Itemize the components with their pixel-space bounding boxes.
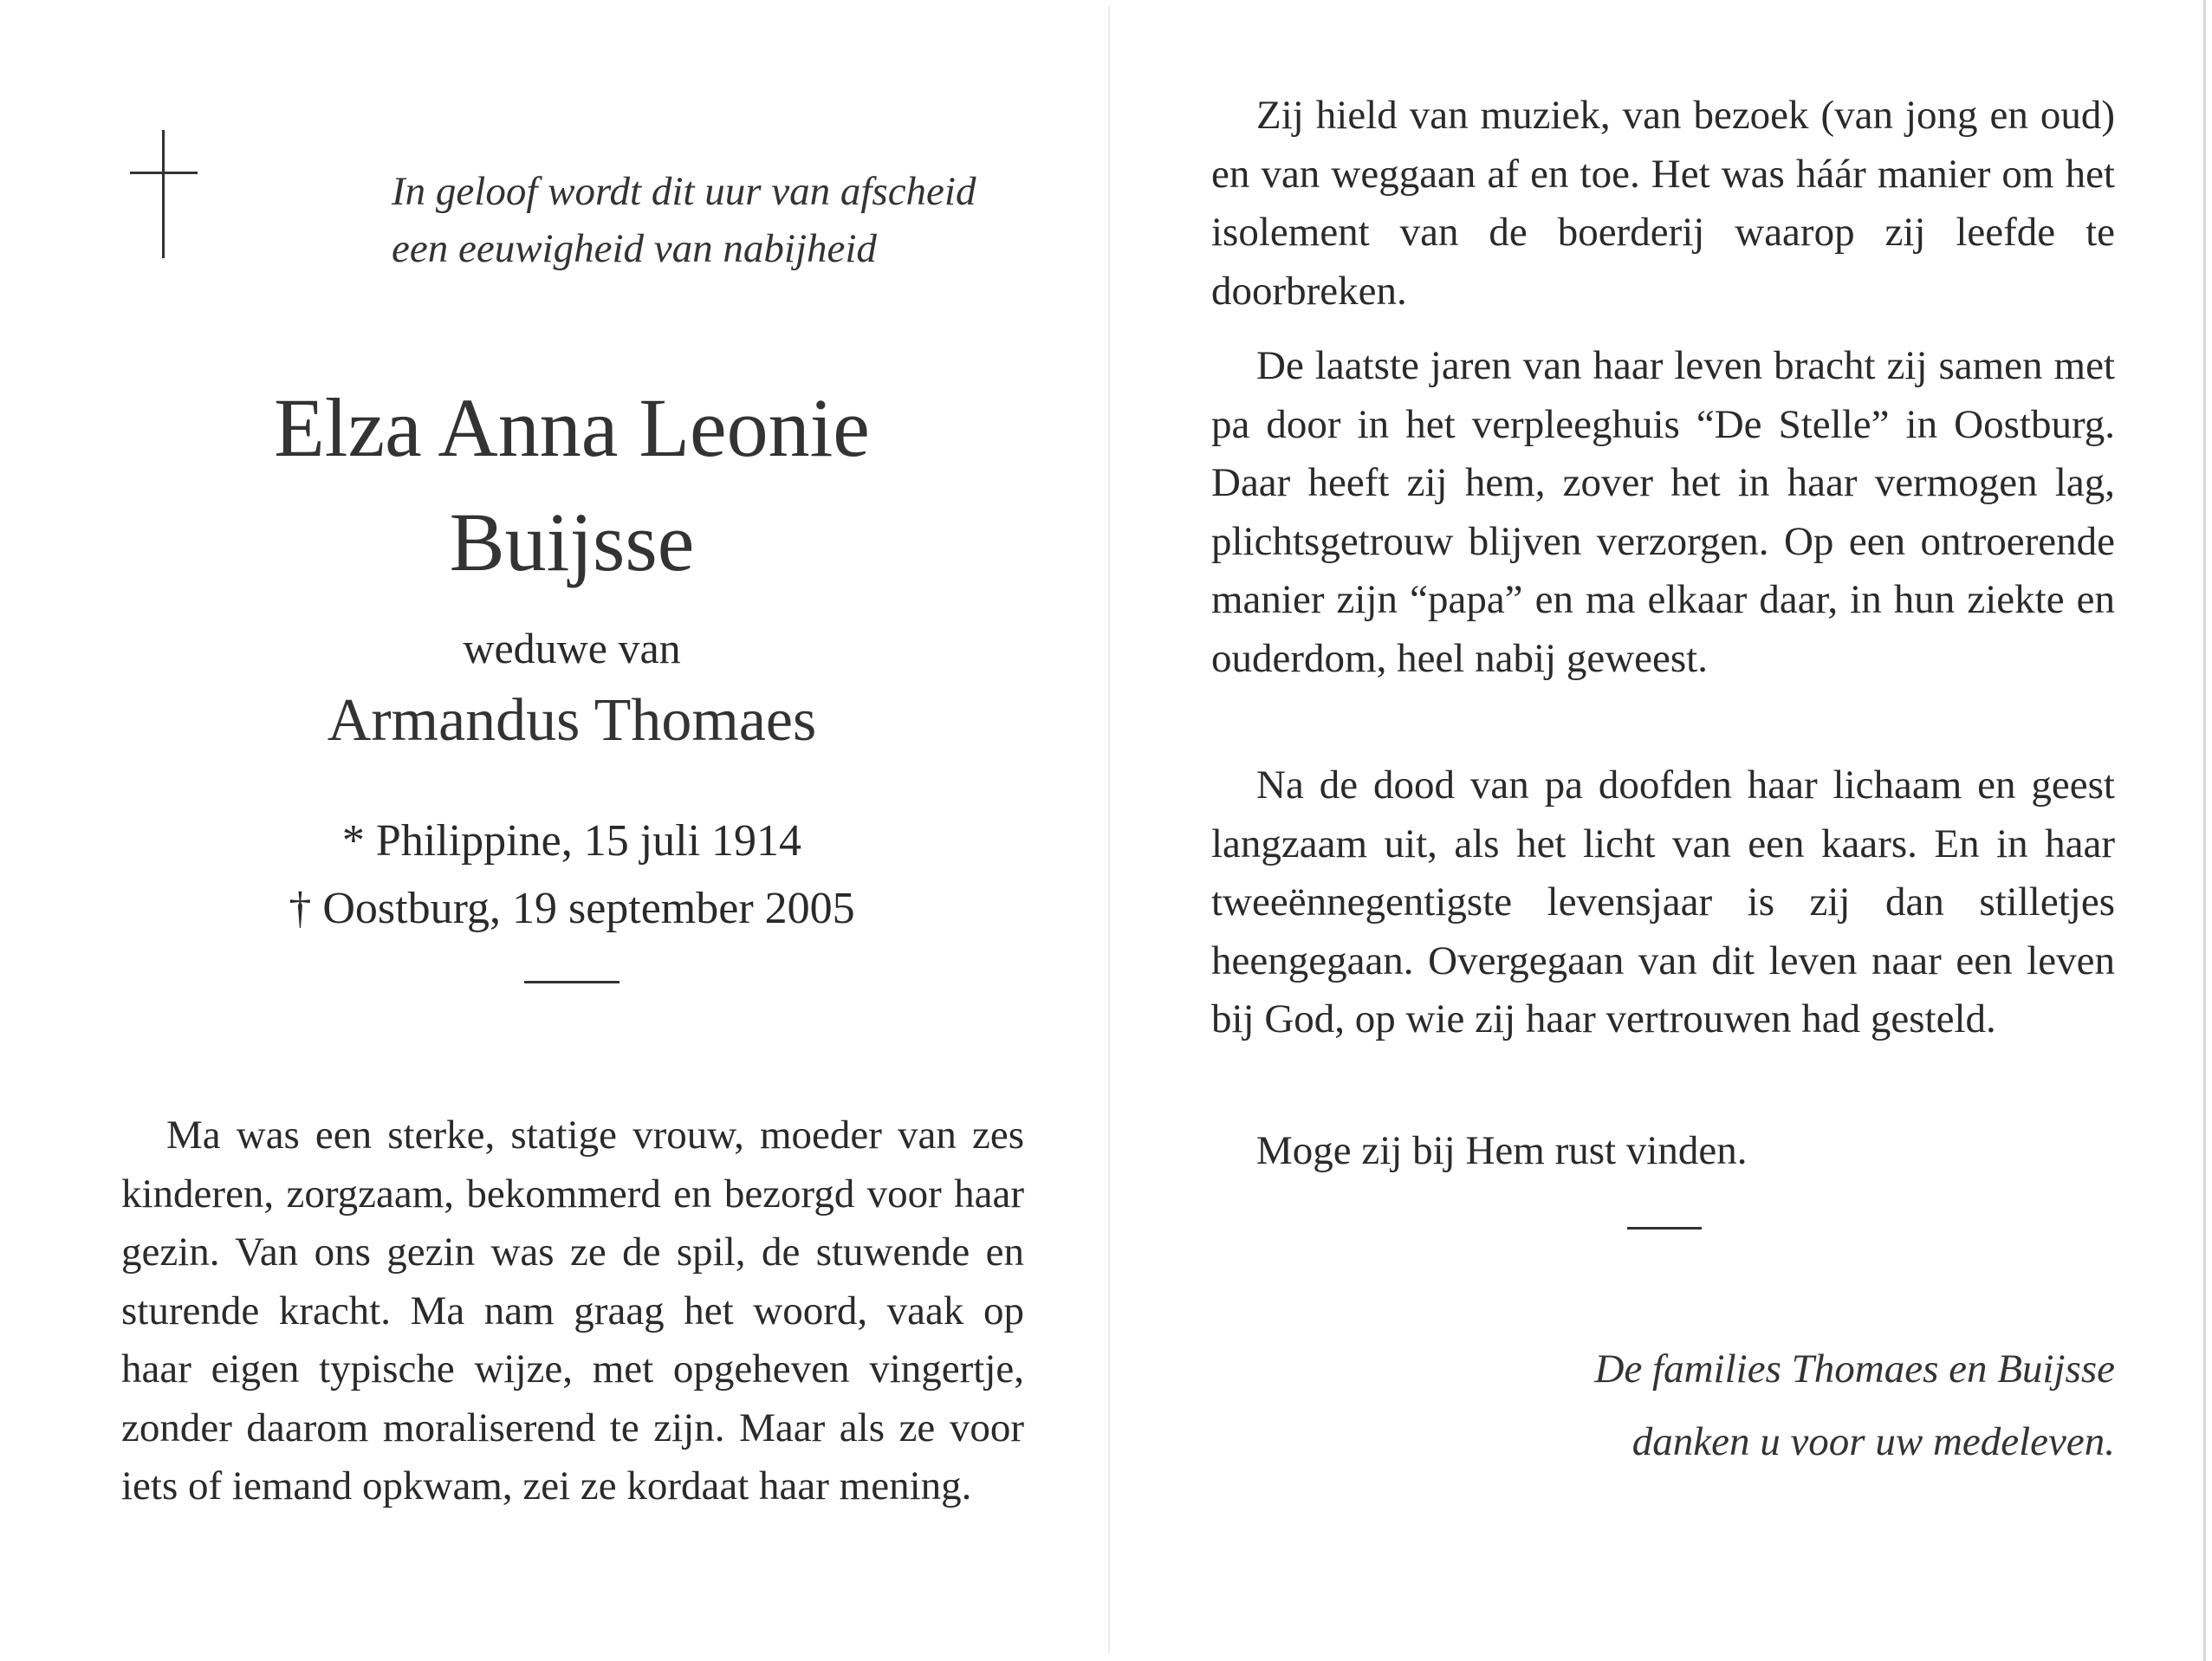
right-paragraph-4: Moge zij bij Hem rust vinden. [1256,1128,1748,1173]
motto-line-2: een eeuwigheid van nabijheid [392,226,877,271]
card-edge [2203,0,2206,1661]
widow-label: weduwe van [463,624,681,672]
signoff-line-2: danken u voor uw medeleven. [1631,1419,2115,1464]
cross-icon [130,130,198,260]
divider-left [524,981,619,983]
right-paragraph-2: De laatste jaren van haar leven bracht zij samen met pa door in het verpleeghuis “De Stelle” in Oostburg. Daar heeft zij hem, zover het in haar vermogen lag, plichtsgetrouw blijven verzorgen. Op een ontroerende manier zijn “papa” en ma elkaar daar, in hun ziekte en ouderdom, heel nabij geweest. [1211,343,2115,681]
right-paragraph-1: Zij hield van muziek, van bezoek (van jong en oud) en van weggaan af en toe. Het was háár manier om het isolement van de boerderij waarop zij leefde te doorbreken. [1211,93,2115,314]
spouse-name: Armandus Thomaes [327,687,817,754]
signoff-line-1: De families Thomaes en Buijsse [1594,1346,2115,1392]
left-paragraph: Ma was een sterke, statige vrouw, moeder van zes kinderen, zorgzaam, bekommerd en bezorgd voor haar gezin. Van ons gezin was ze de spil, de stuwende en sturende kracht. Ma nam graag het woord, vaak op haar eigen typische wijze, met opgeheven vingertje, zonder daarom moraliserend te zijn. Maar als ze voor iets of iemand opkwam, zei ze kordaat haar mening. [121,1113,1024,1509]
death-line: † Oostburg, 19 september 2005 [289,884,855,933]
deceased-name [121,371,1022,600]
card-fold-line [1108,7,1110,1653]
birth-line: * Philippine, 15 juli 1914 [341,816,802,866]
divider-right [1627,1227,1702,1230]
motto [392,163,1085,277]
deceased-name-line-2: Buijsse [449,496,695,588]
motto-line-1: In geloof wordt dit uur van afscheid [392,169,976,214]
deceased-name-line-1: Elza Anna Leonie [274,381,870,474]
right-paragraph-3: Na de dood van pa doofden haar lichaam en geest langzaam uit, als het licht van een kaars. En in haar tweeënnegentigste levensjaar is zij dan stilletjes heengegaan. Overgegaan van dit leven naar een leven bij God, op wie zij haar vertrouwen had gesteld. [1211,762,2115,1041]
